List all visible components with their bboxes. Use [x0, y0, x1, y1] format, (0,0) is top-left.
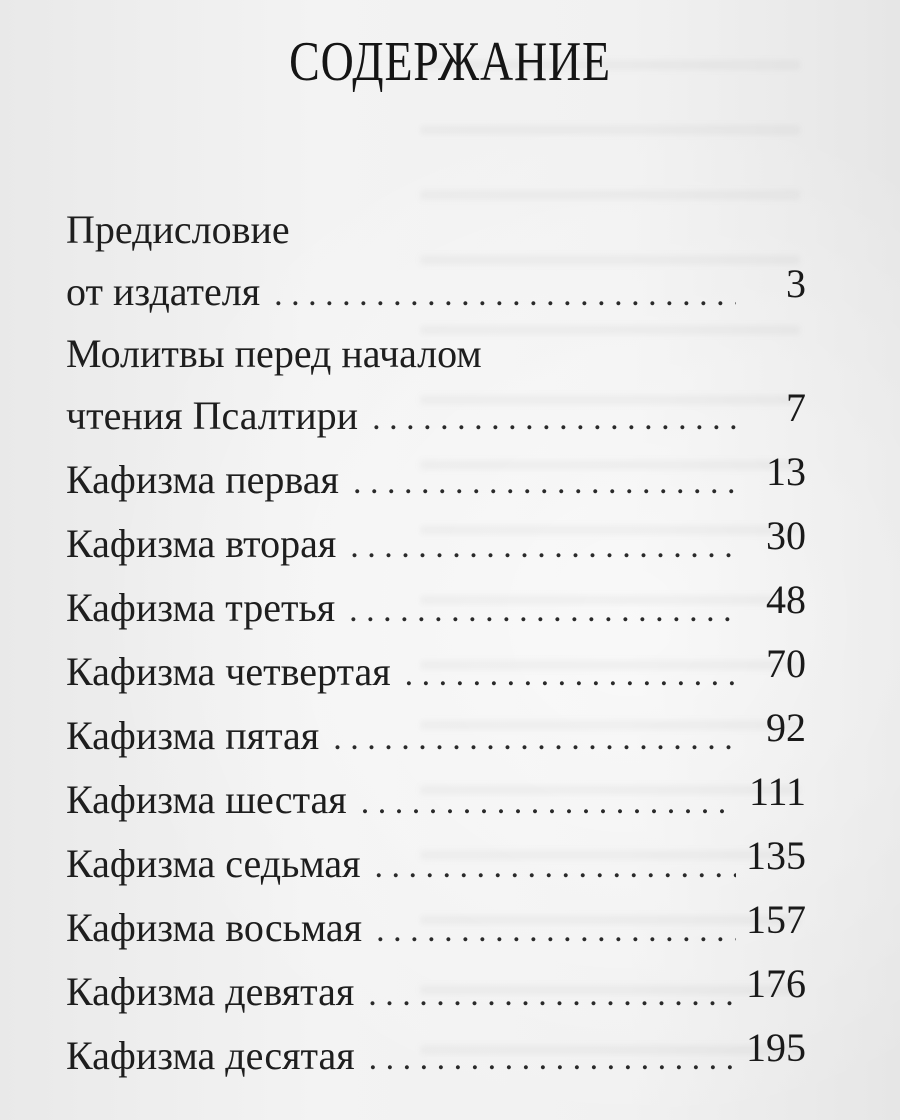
- toc-page-number: 176: [746, 961, 806, 1006]
- toc-page-number: 7: [786, 385, 806, 430]
- toc-entry-title: Кафизма девятая: [66, 969, 355, 1014]
- toc-entry-kathisma-6: [66, 768, 806, 832]
- toc-page-number: 92: [766, 705, 806, 750]
- toc-entry-title-line2: чтения Псалтири: [66, 393, 359, 438]
- toc-entry-title: Кафизма первая: [66, 457, 339, 502]
- toc-entry-title: Кафизма десятая: [66, 1033, 355, 1078]
- toc-page-number: 135: [746, 833, 806, 878]
- toc-page-number: 195: [746, 1025, 806, 1070]
- toc-entry-kathisma-9: [66, 960, 806, 1024]
- toc-entry-title: Кафизма восьмая: [66, 905, 363, 950]
- toc-entry-kathisma-5: [66, 704, 806, 768]
- dot-leader: [405, 643, 736, 707]
- toc-page-number: 13: [766, 449, 806, 494]
- bleed-through-line: [420, 125, 800, 135]
- dot-leader: [368, 963, 736, 1027]
- toc-page-number: 3: [786, 261, 806, 306]
- toc-entry-title: Кафизма третья: [66, 585, 336, 630]
- dot-leader: [375, 835, 736, 899]
- dot-leader: [361, 771, 736, 835]
- page-title: СОДЕРЖАНИЕ: [289, 31, 611, 93]
- toc-entry-title: Кафизма седьмая: [66, 841, 361, 886]
- toc-entry-title: Кафизма шестая: [66, 777, 347, 822]
- dot-leader: [333, 707, 736, 771]
- toc-entry-kathisma-8: [66, 896, 806, 960]
- toc-entry-kathisma-2: [66, 512, 806, 576]
- dot-leader: [274, 263, 736, 327]
- toc-page-number: 157: [746, 897, 806, 942]
- bleed-through-line: [420, 190, 800, 200]
- dot-leader: [353, 451, 736, 515]
- dot-leader: [376, 899, 736, 963]
- dot-leader: [372, 387, 736, 451]
- toc-page-number: 30: [766, 513, 806, 558]
- toc-entry-title-line2: от издателя: [66, 269, 261, 314]
- toc-page-number: 111: [748, 769, 806, 814]
- toc-entry-kathisma-7: [66, 832, 806, 896]
- toc-page-number: 48: [766, 577, 806, 622]
- toc-entry-preface: [66, 200, 806, 324]
- toc-entry-title: Кафизма вторая: [66, 521, 337, 566]
- toc-entry-title: Кафизма четвертая: [66, 649, 391, 694]
- dot-leader: [350, 515, 736, 579]
- dot-leader: [369, 1027, 736, 1091]
- toc-entry-title: Кафизма пятая: [66, 713, 320, 758]
- toc-entry-kathisma-10: [66, 1024, 806, 1088]
- toc-entry-kathisma-4: [66, 640, 806, 704]
- toc-entry-kathisma-1: [66, 448, 806, 512]
- toc-entry-title-line1: Предисловие: [66, 207, 290, 252]
- toc-page-number: 70: [766, 641, 806, 686]
- table-of-contents: [66, 200, 806, 1088]
- toc-entry-prayers: [66, 324, 806, 448]
- toc-entry-kathisma-3: [66, 576, 806, 640]
- dot-leader: [349, 579, 736, 643]
- toc-entry-title-line1: Молитвы перед началом: [66, 331, 482, 376]
